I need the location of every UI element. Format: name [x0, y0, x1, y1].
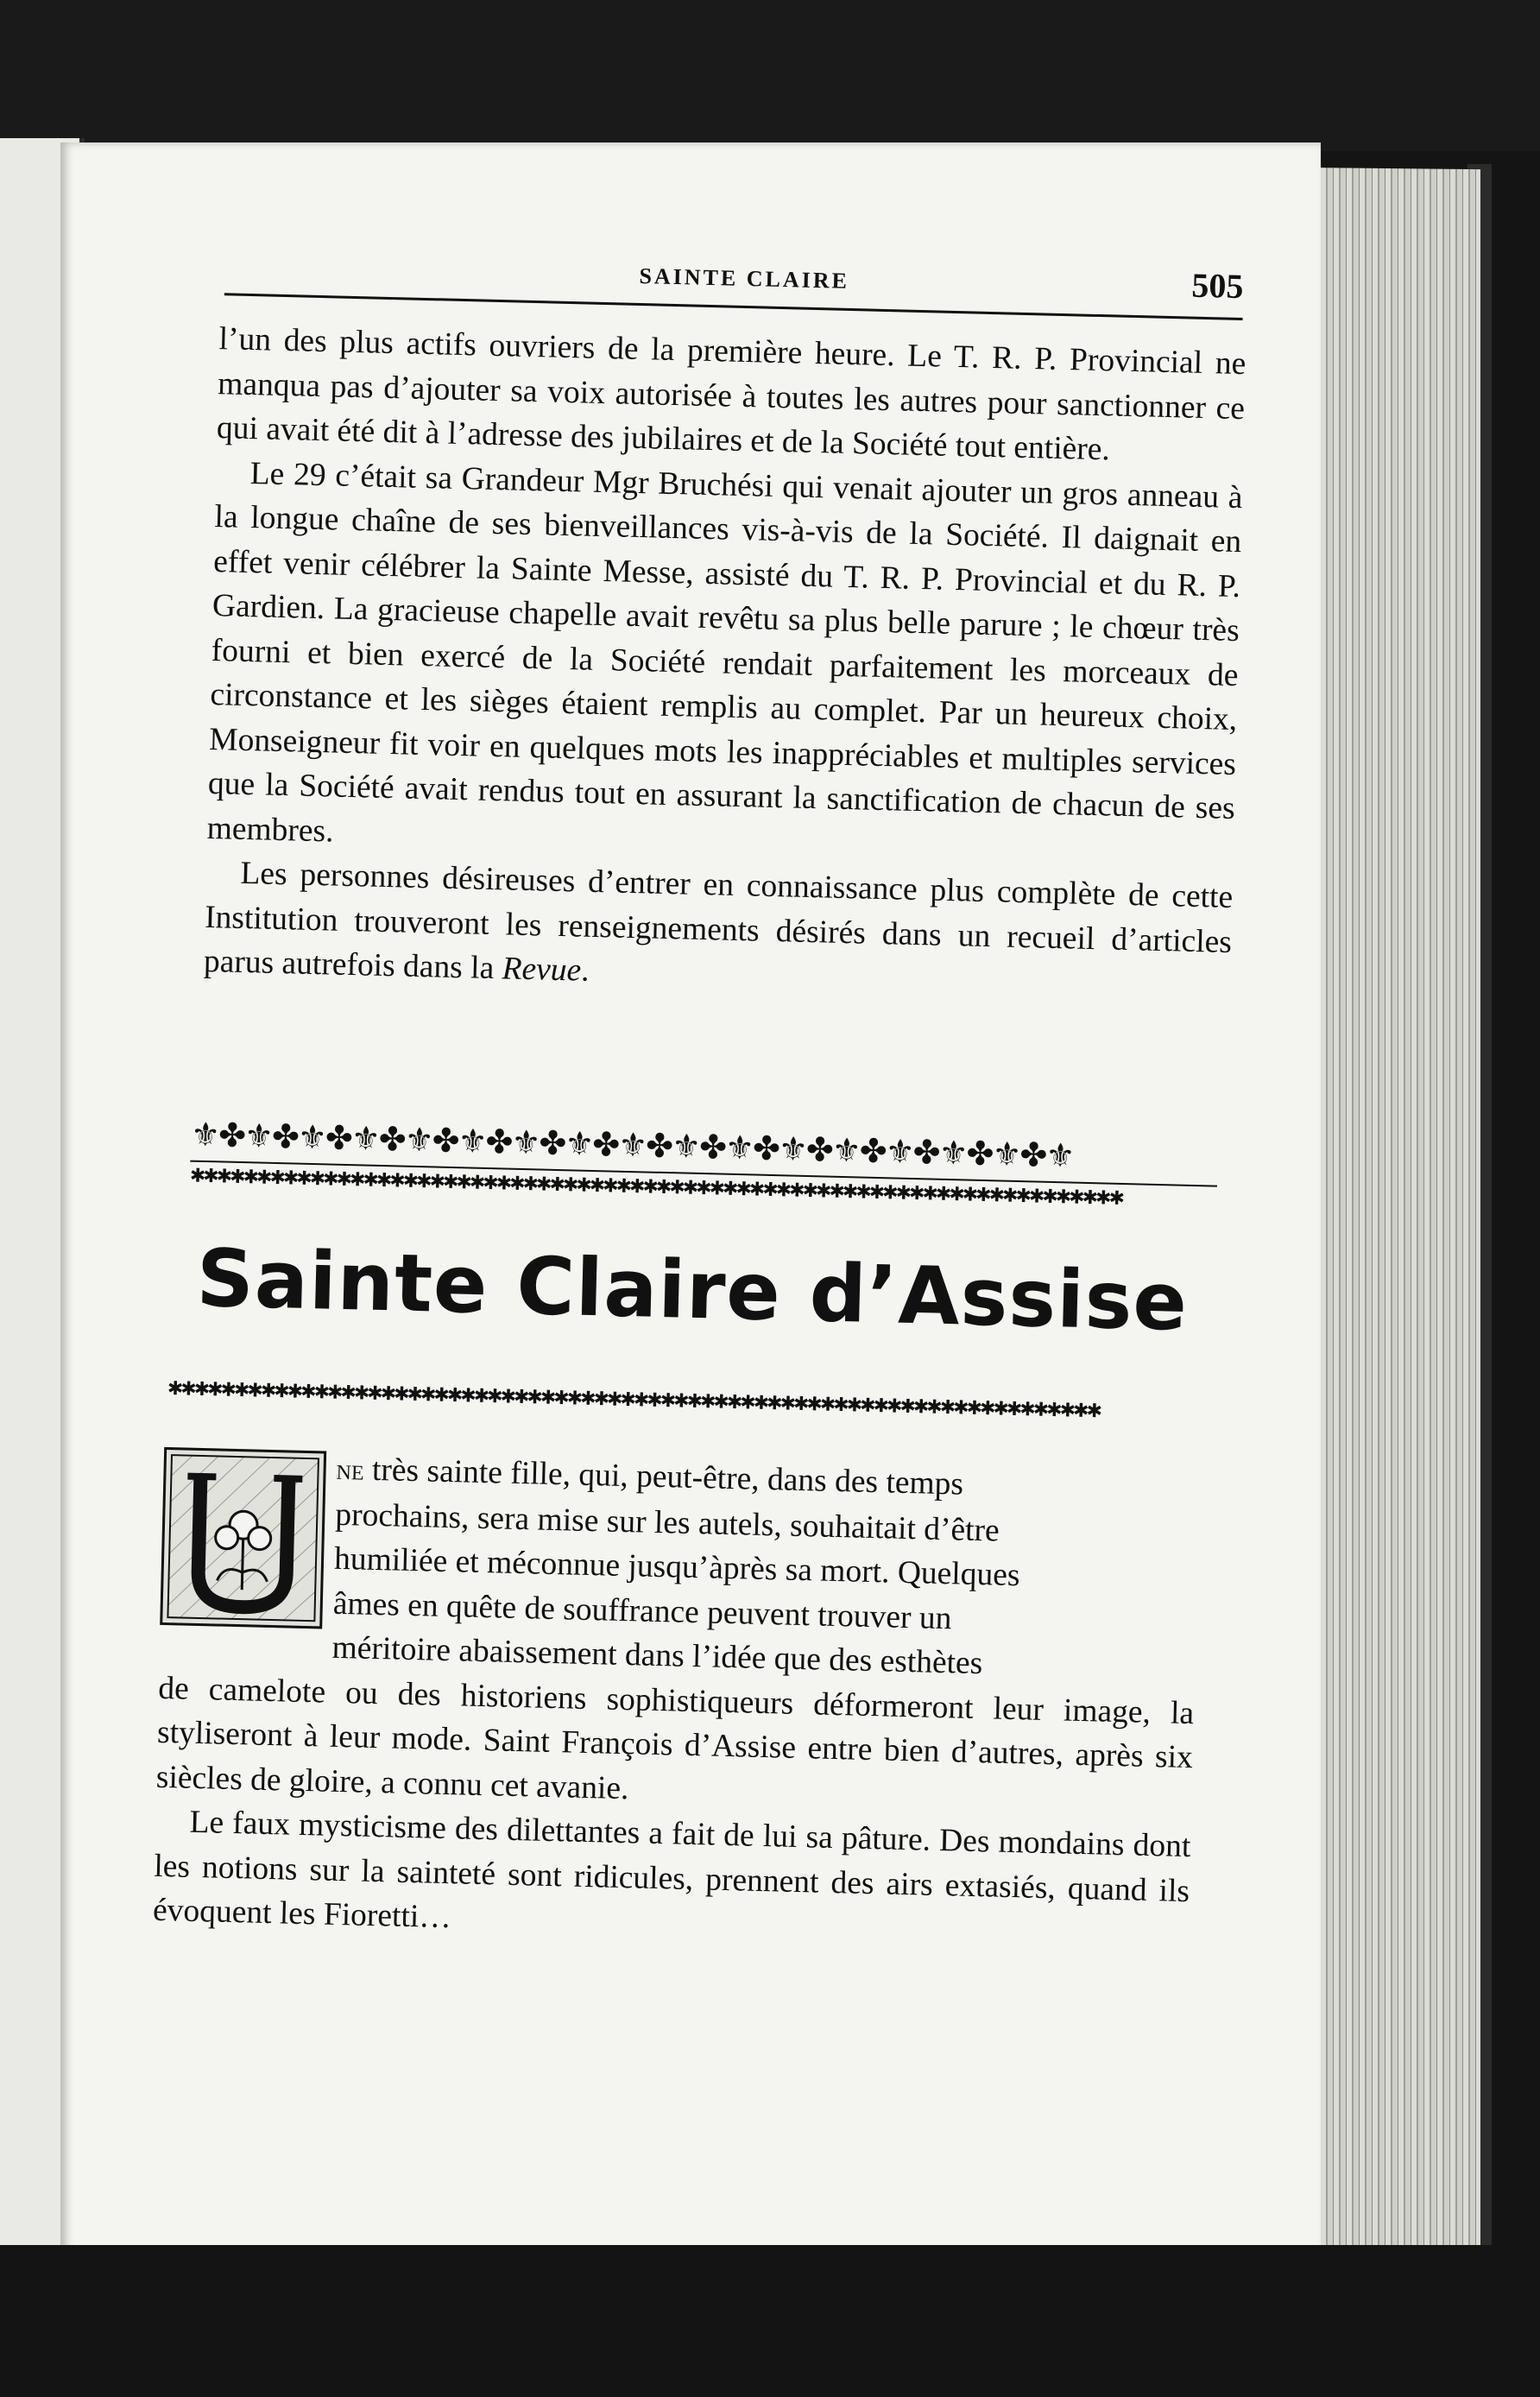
- running-title: SAINTE CLAIRE: [639, 262, 850, 294]
- star-border-bottom: ✱✱✱✱✱✱✱✱✱✱✱✱✱✱✱✱✱✱✱✱✱✱✱✱✱✱✱✱✱✱✱✱✱✱✱✱✱✱✱✱✱✱✱✱✱✱✱✱✱✱✱✱✱✱✱✱✱✱✱✱✱✱✱✱✱✱✱✱✱✱: [167, 1378, 1101, 1423]
- article-line: ne très sainte fille, qui, peut-être, dans des temps: [336, 1451, 964, 1502]
- article-line: prochains, sera mise sur les autels, souhaitait d’être: [334, 1496, 1000, 1549]
- scanner-background-top: [0, 0, 1540, 151]
- first-word: ne: [336, 1453, 365, 1487]
- header-rule: [224, 293, 1243, 320]
- fleur-de-lis-ornament-band: ⚜✤⚜✤⚜✤⚜✤⚜✤⚜✤⚜✤⚜✤⚜✤⚜✤⚜✤⚜✤⚜✤⚜✤⚜✤⚜✤⚜: [190, 1115, 1074, 1175]
- page-number: 505: [1190, 265, 1244, 307]
- paragraph-text: Les personnes désireuses d’entrer en connaissance plus complète de cette Institution trouveront les renseignements désirés dans un recueil d’articles parus autrefois dans la: [203, 855, 1234, 987]
- article-line: humiliée et méconnue jusqu’àprès sa mort. Quelques: [333, 1540, 1020, 1594]
- paragraph: l’un des plus actifs ouvriers de la première heure. Le T. R. P. Provincial ne manqua pas d’ajouter sa voix autorisée à toutes les autres pour sanctionner ce qui avait été dit à l’adresse des jubilaires et de la Société tout entière.: [216, 321, 1247, 468]
- article-continuation: de camelote ou des historiens sophistiqueurs déformeront leur image, la styliseront à leur mode. Saint François d’Assise entre bien d’autres, après six siècles de gloire, a connu cet avanie.: [155, 1670, 1195, 1806]
- article-line: âmes en quête de souffrance peuvent trouver un: [332, 1585, 952, 1636]
- paragraph: Le 29 c’était sa Grandeur Mgr Bruchési qui venait ajouter un gros anneau à la longue chaîne de ses bienveillances vis-à-vis de la Société. Il daignait en effet venir célébrer la Sainte Messe, assisté du T. R. P. Provincial et du R. P. Gardien. La gracieuse chapelle avait revêtu sa plus belle parure ; le chœur très fourni et bien exercé de la Société rendait parfaitement les morceaux de circonstance et les sièges étaient remplis au complet. Par un heureux choix, Monseigneur fit voir en quelques mots les inappréciables et multiples services que la Société avait rendus tout en assurant la sanctification de chacun de ses membres.: [206, 455, 1243, 850]
- paragraph: [203, 851, 1233, 1009]
- page-header: [224, 248, 1244, 325]
- illuminated-drop-cap: [160, 1447, 326, 1629]
- article-line: méritoire abaissement dans l’idée que des esthètes: [331, 1629, 983, 1682]
- star-border-top: ✱✱✱✱✱✱✱✱✱✱✱✱✱✱✱✱✱✱✱✱✱✱✱✱✱✱✱✱✱✱✱✱✱✱✱✱✱✱✱✱✱✱✱✱✱✱✱✱✱✱✱✱✱✱✱✱✱✱✱✱✱✱✱✱✱✱✱✱✱✱: [189, 1165, 1123, 1210]
- article-title: Sainte Claire d’Assise: [195, 1231, 1190, 1349]
- article-paragraph: Le faux mysticisme des dilettantes a fait de lui sa pâture. Des mondains dont les notions sur la sainteté sont ridicules, prennent des airs extasiés, quand ils évoquent les Fioretti…: [152, 1804, 1191, 1936]
- paragraph-end: .: [580, 952, 590, 989]
- journal-name: Revue: [502, 951, 582, 989]
- drop-cap-flower-icon: [162, 1450, 324, 1626]
- previous-article-text: [203, 317, 1247, 1009]
- scanner-background-bottom: [0, 2245, 1540, 2397]
- book-page: [60, 142, 1321, 2297]
